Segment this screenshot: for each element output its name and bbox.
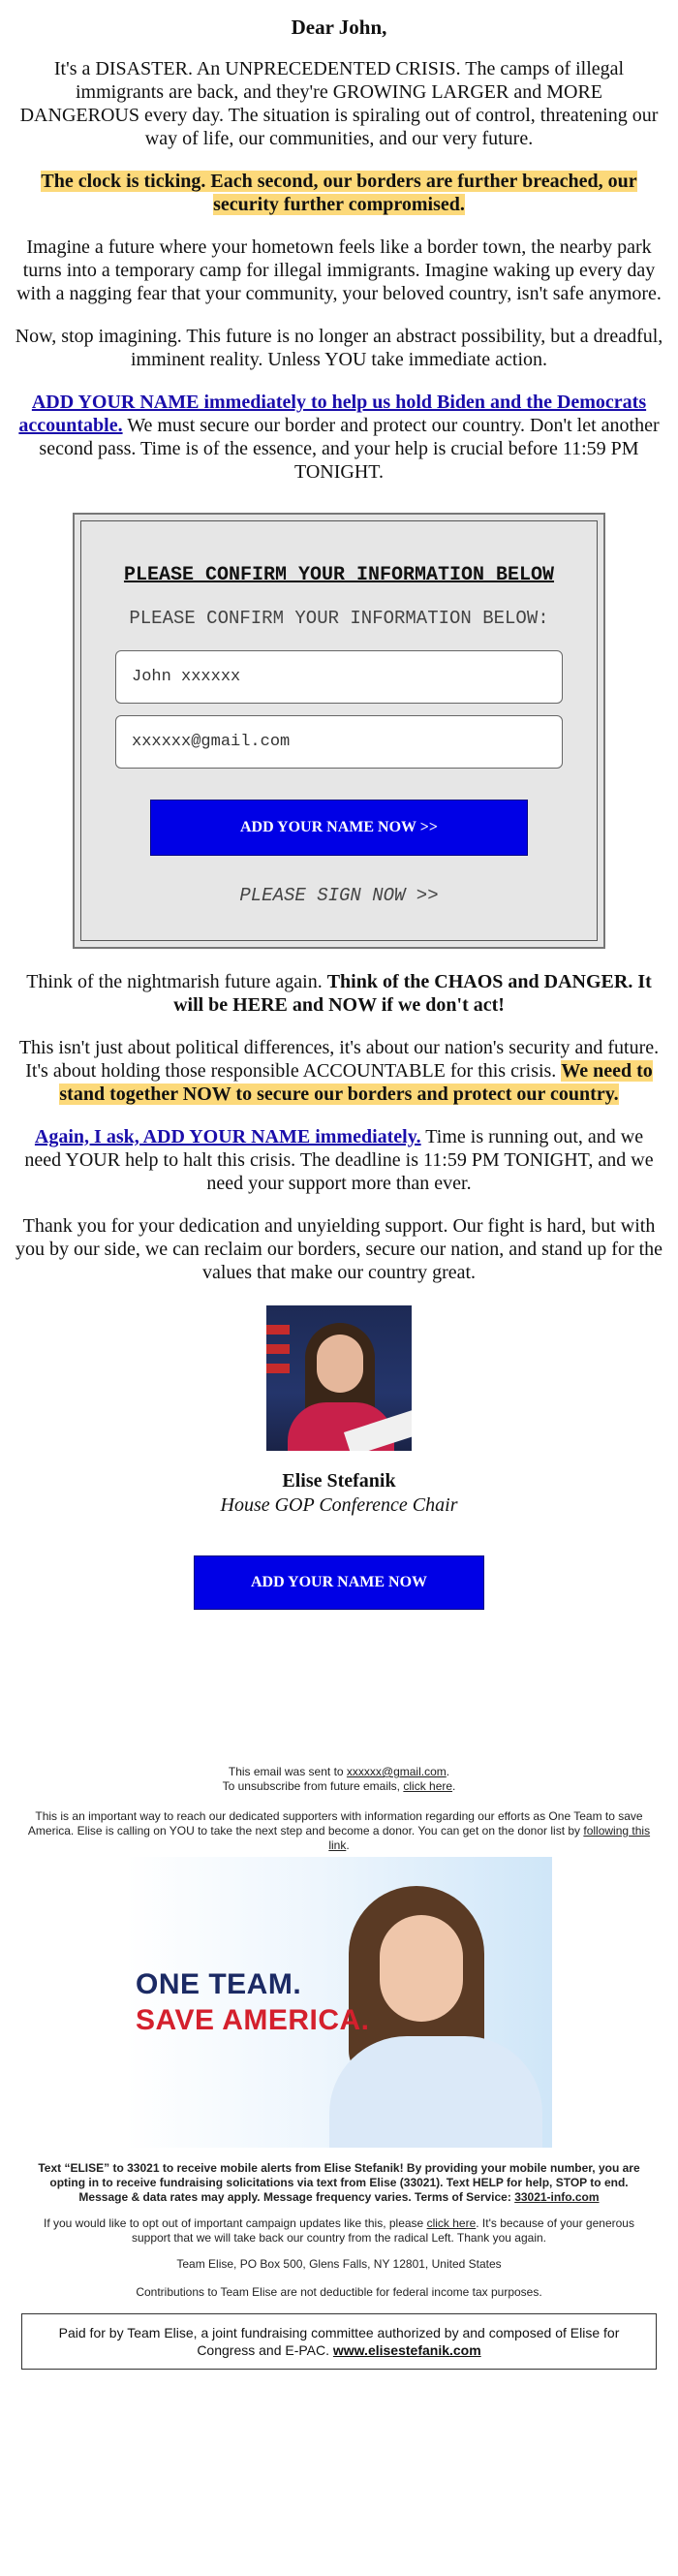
sent-to-suffix: . <box>446 1765 450 1778</box>
paid-for-text: Paid for by Team Elise, a joint fundraising committee authorized by and composed of Elise for Congress and E-PAC. <box>58 2325 620 2358</box>
again-add-name-link[interactable]: Again, I ask, ADD YOUR NAME immediately. <box>34 1126 421 1147</box>
form-title: PLEASE CONFIRM YOUR INFORMATION BELOW <box>123 564 555 586</box>
add-name-rest: We must secure our border and protect our country. Don't let another second pass. Time is of the essence, and your help is crucial before 11:59 PM TONIGHT. <box>39 415 660 483</box>
think-plain: Think of the nightmarish future again. <box>26 971 327 992</box>
banner-line-1: ONE TEAM. <box>136 1968 302 2000</box>
stop-paragraph: Now, stop imagining. This future is no longer an abstract possibility, but a dreadful, imminent reality. Unless YOU take immediate action. <box>15 326 663 370</box>
signer-title: House GOP Conference Chair <box>220 1494 458 1516</box>
political-plain: This isn't just about political differences, it's about our nation's security and future. It's about holding those responsible ACCOUNTABLE for this crisis. <box>18 1037 660 1082</box>
name-input[interactable] <box>115 650 563 704</box>
recipient-email-link[interactable]: xxxxxx@gmail.com <box>346 1765 447 1778</box>
one-team-banner[interactable] <box>126 1857 552 2148</box>
donor-notice <box>24 1809 654 1853</box>
confirm-form <box>73 513 605 949</box>
think-bold: Think of the CHAOS and DANGER. It will be HERE and NOW if we don't act! <box>173 971 652 1016</box>
confirm-form-inner <box>80 520 598 941</box>
political-highlight: We need to stand together NOW to secure our borders and protect our country. <box>59 1060 653 1105</box>
paid-for-box <box>21 2313 657 2370</box>
political-paragraph <box>15 1036 663 1106</box>
signer-name: Elise Stefanik <box>282 1470 396 1492</box>
sms-notice-text: Text “ELISE” to 33021 to receive mobile alerts from Elise Stefanik! By providing your mobile number, you are opting in to receive fundraising solicitations via text from Elise (33021). Text HELP for help, STOP to end. Message & data rates may apply. Message frequency varies. Terms of Service: <box>38 2161 640 2204</box>
add-your-name-submit-button[interactable]: ADD YOUR NAME NOW >> <box>150 800 528 856</box>
clock-highlight: The clock is ticking. Each second, our borders are further breached, our security further compromised. <box>41 171 637 215</box>
donor-list-link[interactable]: following this link <box>328 1824 651 1852</box>
unsubscribe-suffix: . <box>452 1779 456 1793</box>
optout-suffix: . It's because of your generous support that we will take back our country from the radical Left. Thank you again. <box>131 2216 634 2245</box>
signature-block <box>0 1305 678 1517</box>
banner-line-2: SAVE AMERICA. <box>136 2004 370 2036</box>
optout-notice <box>24 2216 654 2246</box>
think-paragraph <box>15 970 663 1017</box>
add-your-name-button[interactable]: ADD YOUR NAME NOW <box>194 1555 484 1610</box>
greeting: Dear John, <box>291 16 387 39</box>
donor-notice-text: This is an important way to reach our dedicated supporters with information regarding our efforts as One Team to save America. Elise is calling on YOU to take the next step and become a donor. You can get on the donor list by <box>27 1809 643 1838</box>
imagine-paragraph: Imagine a future where your hometown feels like a border town, the nearby park turns into a temporary camp for illegal immigrants. Imagine waking up every day with a nagging fear that your community, your beloved country, isn't safe anymore. <box>16 236 662 304</box>
unsubscribe-link[interactable]: click here <box>403 1779 453 1793</box>
sign-now-link[interactable]: PLEASE SIGN NOW >> <box>239 885 439 906</box>
sent-to-line <box>24 1765 654 1779</box>
optout-link[interactable]: click here <box>426 2216 477 2230</box>
intro-paragraph: It's a DISASTER. An UNPRECEDENTED CRISIS. The camps of illegal immigrants are back, and they're GROWING LARGER and MORE DANGEROUS every day. The situation is spiraling out of control, threatening our way of life, our communities, and our very future. <box>19 58 659 149</box>
thanks-paragraph: Thank you for your dedication and unyielding support. Our fight is hard, but with you by our side, we can reclaim our borders, secure our nation, and stand up for the values that make our country great. <box>15 1215 663 1283</box>
terms-link[interactable]: 33021-info.com <box>514 2190 600 2204</box>
tax-notice: Contributions to Team Elise are not deductible for federal income tax purposes. <box>136 2285 542 2299</box>
mailing-address: Team Elise, PO Box 500, Glens Falls, NY 12801, United States <box>176 2257 502 2271</box>
unsubscribe-line <box>24 1779 654 1794</box>
unsubscribe-prefix: To unsubscribe from future emails, <box>222 1779 404 1793</box>
again-paragraph <box>15 1125 663 1195</box>
form-subtitle: PLEASE CONFIRM YOUR INFORMATION BELOW: <box>129 608 549 629</box>
signer-photo <box>266 1305 412 1451</box>
sent-to-prefix: This email was sent to <box>228 1765 347 1778</box>
again-rest: Time is running out, and we need YOUR help to halt this crisis. The deadline is 11:59 PM TONIGHT, and we need your support more than ever. <box>24 1126 654 1194</box>
optout-prefix: If you would like to opt out of important campaign updates like this, please <box>44 2216 427 2230</box>
add-name-link[interactable]: ADD YOUR NAME immediately to help us hold Biden and the Democrats accountable. <box>18 392 647 436</box>
email-input[interactable] <box>115 715 563 769</box>
sms-notice <box>24 2161 654 2205</box>
donor-notice-suffix: . <box>346 1838 350 1852</box>
clock-paragraph <box>15 170 663 216</box>
footer <box>0 1765 678 2370</box>
website-link[interactable]: www.elisestefanik.com <box>332 2342 481 2358</box>
add-name-paragraph <box>15 391 663 484</box>
